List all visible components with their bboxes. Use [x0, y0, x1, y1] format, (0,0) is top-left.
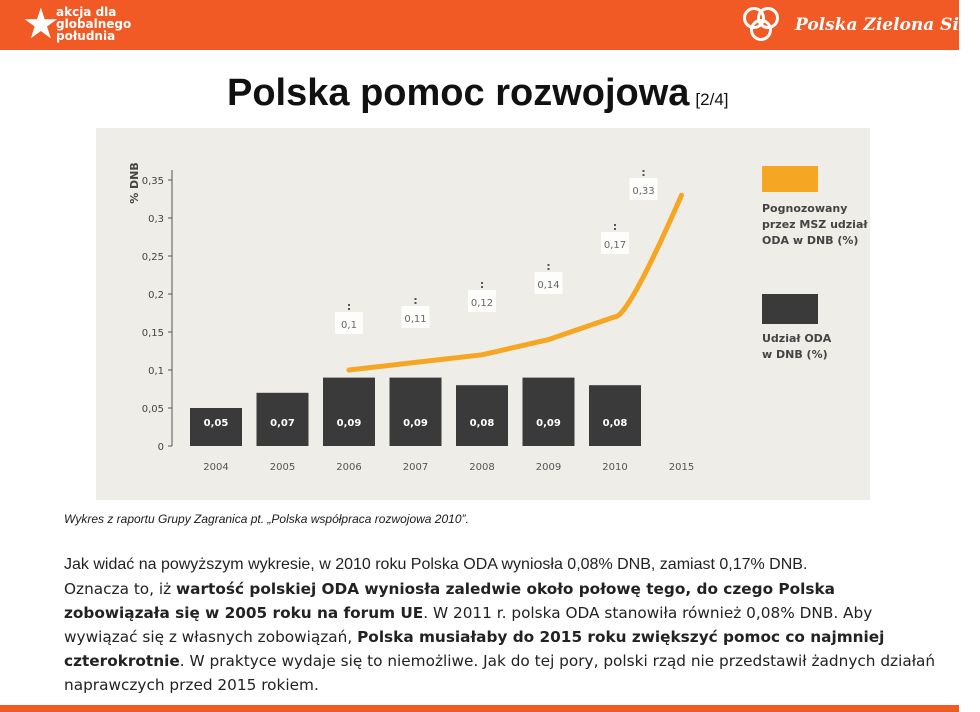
x-tick-label: 2004 [203, 462, 229, 473]
bar [323, 378, 375, 446]
bar [523, 378, 575, 446]
y-tick-label: 0,25 [141, 252, 164, 263]
y-axis-label: % DNB [128, 162, 141, 204]
forecast-value-label: 0,12 [470, 298, 494, 309]
p2-part-a: Oznacza to, iż [64, 580, 177, 598]
forecast-value-label: 0,1 [341, 320, 357, 331]
pzs-logo-text: Polska Zielona Sieć [795, 15, 980, 35]
slide-title-text: Polska pomoc rozwojowa [227, 72, 690, 114]
x-tick-label: 2009 [535, 462, 562, 473]
legend-label-actual: Udział ODA [762, 332, 832, 345]
forecast-value-label: 0,17 [603, 240, 627, 251]
forecast-line [349, 195, 682, 370]
bar-value-label: 0,08 [469, 418, 495, 429]
paragraph-2 [64, 577, 944, 697]
bar [589, 385, 641, 446]
bar-value-label: 0,09 [403, 418, 428, 429]
logo-line-1: akcja dla [56, 5, 117, 19]
legend-label-forecast: ODA w DNB (%) [762, 234, 859, 247]
header-bar [0, 0, 980, 50]
p2-bold-1: wartość polskiej ODA wyniosła zaledwie około połowę tego, do czego Polska zobowiązała się w 2005 roku na forum UE [64, 580, 835, 622]
pzs-logo[interactable] [743, 3, 980, 47]
y-tick-label: 0,15 [141, 328, 164, 339]
p2-part-e: . W praktyce wydaje się to niemożliwe. Jak do tej pory, polski rząd nie przedstawił żadnych działań naprawczych przed 2015 rokiem. [64, 652, 936, 694]
chart-svg [96, 128, 870, 500]
bar [390, 378, 442, 446]
footer-bar [0, 705, 959, 712]
y-tick-label: 0 [157, 442, 164, 453]
x-tick-label: 2008 [469, 462, 495, 473]
bar-value-label: 0,07 [270, 418, 295, 429]
paragraph-1: Jak widać na powyższym wykresie, w 2010 roku Polska ODA wyniosła 0,08% DNB, zamiast 0,17% DNB. [64, 556, 808, 573]
x-tick-label: 2010 [602, 462, 628, 473]
bar-value-label: 0,09 [336, 418, 362, 429]
x-tick-label: 2005 [269, 462, 296, 473]
page-indicator: [2/4] [695, 90, 729, 109]
forecast-value-label: 0,11 [404, 314, 427, 325]
bar [456, 385, 508, 446]
legend-swatch-forecast [762, 166, 818, 192]
forecast-value-label: 0,33 [632, 186, 655, 197]
y-tick-label: 0,2 [148, 290, 164, 301]
x-tick-label: 2007 [402, 462, 429, 473]
bar-value-label: 0,09 [536, 418, 561, 429]
akcja-logo-text [56, 6, 131, 42]
chart-caption: Wykres z raportu Grupy Zagranica pt. „Polska współpraca rozwojowa 2010”. [64, 512, 469, 526]
oda-chart [96, 128, 870, 500]
y-tick-label: 0,35 [141, 176, 164, 187]
body-text [64, 553, 944, 697]
legend-swatch-actual [762, 294, 818, 324]
y-tick-label: 0,05 [141, 404, 164, 415]
akcja-logo[interactable] [22, 2, 172, 48]
star-icon: ★ [22, 0, 60, 48]
slide-title [227, 72, 729, 115]
legend-label-forecast: Pognozowany [762, 202, 848, 215]
y-tick-label: 0,1 [148, 366, 164, 377]
rings-icon [743, 7, 791, 43]
logo-line-3: południa [56, 29, 116, 43]
x-tick-label: 2006 [336, 462, 362, 473]
legend-label-actual: w DNB (%) [762, 348, 828, 361]
y-tick-label: 0,3 [148, 214, 164, 225]
logo-line-2: globalnego [56, 17, 132, 31]
bar-value-label: 0,08 [602, 418, 628, 429]
legend-label-forecast: przez MSZ udział [762, 218, 868, 231]
bar-value-label: 0,05 [203, 418, 229, 429]
p2-bold-2: Polska musiałaby do 2015 roku zwiększyć pomoc co najmniej czterokrotnie [64, 628, 885, 670]
x-tick-label: 2015 [668, 462, 695, 473]
forecast-value-label: 0,14 [537, 280, 560, 291]
p2-part-c: . W 2011 r. polska ODA stanowiła również 0,08% DNB. Aby wywiązać się z własnych zobowiązań, [64, 604, 873, 646]
